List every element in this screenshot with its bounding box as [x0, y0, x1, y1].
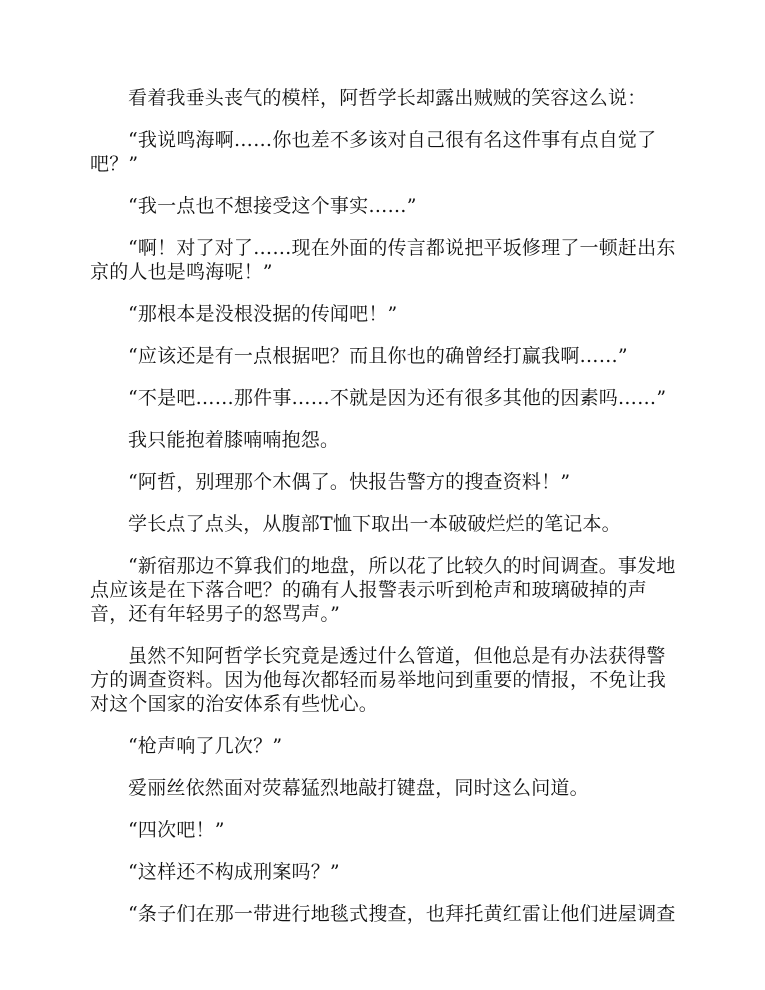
- paragraph: “不是吧……那件事……不就是因为还有很多其他的因素吗……”: [128, 387, 667, 409]
- paragraph: “我说鸣海啊……你也差不多该对自己很有名这件事有点自觉了吧？”: [90, 129, 657, 175]
- paragraph: 我只能抱着膝喃喃抱怨。: [128, 429, 340, 451]
- paragraph: “阿哲，别理那个木偶了。快报告警方的搜查资料！”: [128, 471, 571, 493]
- paragraph: “那根本是没根没据的传闻吧！”: [128, 303, 398, 325]
- paragraph: 看着我垂头丧气的模样，阿哲学长却露出贼贼的笑容这么说：: [128, 87, 647, 109]
- paragraph: “啊！对了对了……现在外面的传言都说把平坂修理了一顿赶出东京的人也是鸣海呢！”: [90, 237, 676, 283]
- paragraph: “四次吧！”: [128, 819, 225, 841]
- paragraph: “条子们在那一带进行地毯式搜查，也拜托黄红雷让他们进屋调查: [128, 903, 676, 925]
- paragraph: “新宿那边不算我们的地盘，所以花了比较久的时间调查。事发地点应该是在下落合吧？的确有人报警表示听到枪声和玻璃破掉的声音，还有年轻男子的怒骂声。”: [90, 555, 676, 625]
- paragraph: 爱丽丝依然面对荧幕猛烈地敲打键盘，同时这么问道。: [128, 777, 589, 799]
- paragraph: 虽然不知阿哲学长究竟是透过什么管道，但他总是有办法获得警方的调查资料。因为他每次都轻而易举地问到重要的情报，不免让我对这个国家的治安体系有些忧心。: [90, 645, 667, 715]
- paragraph: “这样还不构成刑案吗？”: [128, 861, 340, 883]
- document-page: [90, 86, 680, 944]
- paragraph: “应该还是有一点根据吧？而且你也的确曾经打赢我啊……”: [128, 345, 628, 367]
- paragraph: 学长点了点头，从腹部T恤下取出一本破破烂烂的笔记本。: [128, 513, 621, 535]
- paragraph: “枪声响了几次？”: [128, 735, 283, 757]
- paragraph: “我一点也不想接受这个事实……”: [128, 195, 417, 217]
